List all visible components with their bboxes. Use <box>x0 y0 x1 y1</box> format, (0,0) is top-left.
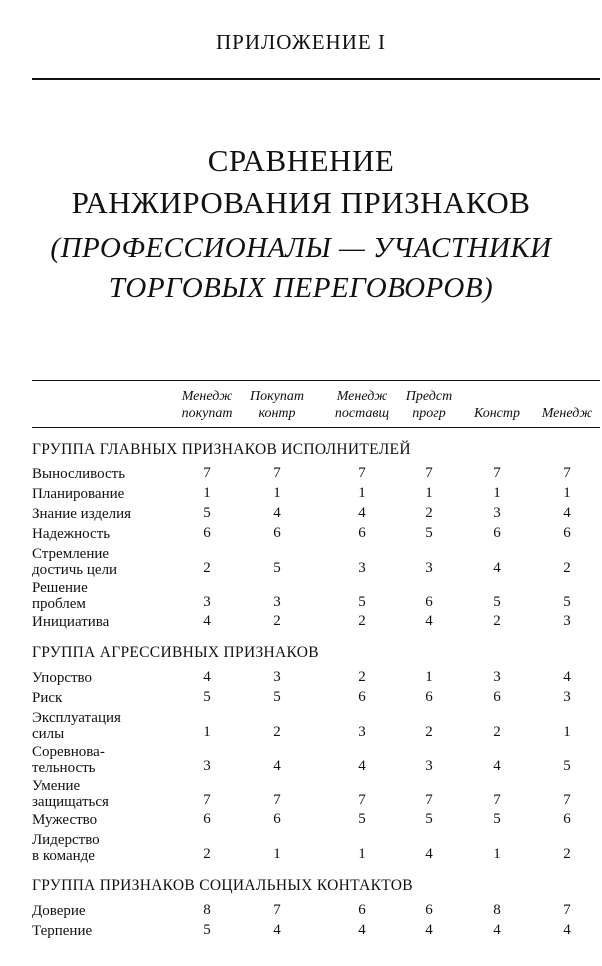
column-header <box>322 388 402 422</box>
row-label <box>32 812 97 828</box>
row-label <box>32 506 131 522</box>
table-cell: 3 <box>273 669 281 685</box>
page-subtitle <box>0 228 602 308</box>
row-label-line: достичь цели <box>32 562 118 578</box>
table-cell: 3 <box>493 505 501 521</box>
row-label-line: Стремление <box>32 546 110 562</box>
table-cell: 2 <box>563 560 571 576</box>
table-cell: 3 <box>563 613 571 629</box>
row-label-line: Доверие <box>32 903 86 919</box>
table-cell: 1 <box>203 485 211 501</box>
table-cell: 5 <box>203 689 211 705</box>
table-cell: 4 <box>203 613 211 629</box>
title-line-1: СРАВНЕНИЕ <box>207 143 395 178</box>
table-cell: 5 <box>273 560 281 576</box>
table-cell: 6 <box>203 525 211 541</box>
row-label-line: Упорство <box>32 670 93 686</box>
row-label-line: защищаться <box>32 794 109 810</box>
column-header-line: Менедж <box>181 389 233 404</box>
row-label <box>32 466 125 482</box>
column-header <box>532 405 602 422</box>
row-label <box>32 710 121 742</box>
table-cell: 2 <box>493 724 501 740</box>
row-label-line: Лидерство <box>32 832 100 848</box>
table-cell: 5 <box>493 811 501 827</box>
row-label <box>32 526 110 542</box>
table-cell: 5 <box>203 922 211 938</box>
row-label-line: в команде <box>32 848 95 864</box>
row-label-line: Риск <box>32 690 63 706</box>
column-header <box>462 405 532 422</box>
table-cell: 6 <box>493 689 501 705</box>
table-cell: 7 <box>358 465 366 481</box>
table-cell: 2 <box>563 846 571 862</box>
table-top-rule <box>32 380 600 381</box>
table-cell: 7 <box>273 792 281 808</box>
row-label <box>32 744 105 776</box>
table-cell: 1 <box>493 846 501 862</box>
row-label-line: Знание изделия <box>32 506 132 522</box>
table-cell: 4 <box>273 505 281 521</box>
table-cell: 1 <box>273 846 281 862</box>
table-cell: 5 <box>425 811 433 827</box>
group-title: ГРУППА ГЛАВНЫХ ПРИЗНАКОВ ИСПОЛНИТЕЛЕЙ <box>32 441 411 458</box>
table-cell: 4 <box>563 922 571 938</box>
table-cell: 6 <box>203 811 211 827</box>
table-cell: 4 <box>425 922 433 938</box>
row-label-line: Инициатива <box>32 614 110 630</box>
table-cell: 4 <box>358 758 366 774</box>
table-cell: 5 <box>425 525 433 541</box>
group-title: ГРУППА АГРЕССИВНЫХ ПРИЗНАКОВ <box>32 644 319 661</box>
table-cell: 6 <box>493 525 501 541</box>
row-label-line: Планирование <box>32 486 125 502</box>
table-cell: 1 <box>563 724 571 740</box>
table-cell: 1 <box>425 669 433 685</box>
row-label <box>32 778 109 810</box>
table-cell: 4 <box>563 669 571 685</box>
table-cell: 4 <box>203 669 211 685</box>
column-header-line: Констр <box>473 406 521 421</box>
appendix-label: ПРИЛОЖЕНИЕ I <box>216 30 386 54</box>
column-header-line: Покупат <box>250 389 304 404</box>
table-cell: 2 <box>358 669 366 685</box>
table-cell: 4 <box>425 613 433 629</box>
table-cell: 4 <box>273 758 281 774</box>
row-label-line: силы <box>32 726 65 742</box>
table-cell: 6 <box>425 689 433 705</box>
table-cell: 4 <box>425 846 433 862</box>
top-rule <box>32 78 600 80</box>
row-label-line: проблем <box>32 596 86 612</box>
column-header-line: контр <box>258 406 296 421</box>
table-cell: 5 <box>203 505 211 521</box>
table-cell: 1 <box>493 485 501 501</box>
table-cell: 7 <box>563 902 571 918</box>
table-cell: 4 <box>493 922 501 938</box>
row-label <box>32 486 124 502</box>
column-header-line: покупат <box>181 406 233 421</box>
table-cell: 6 <box>358 525 366 541</box>
column-header-line: Менедж <box>541 406 593 421</box>
subtitle-line-1: (ПРОФЕССИОНАЛЫ — УЧАСТНИКИ <box>50 232 552 264</box>
table-cell: 5 <box>358 811 366 827</box>
table-cell: 4 <box>358 922 366 938</box>
table-cell: 2 <box>358 613 366 629</box>
table-cell: 3 <box>273 594 281 610</box>
table-cell: 2 <box>273 613 281 629</box>
table-cell: 7 <box>203 465 211 481</box>
row-label <box>32 580 88 612</box>
table-cell: 6 <box>358 902 366 918</box>
column-header <box>242 388 312 422</box>
row-label-line: Терпение <box>32 923 93 939</box>
table-cell: 7 <box>563 465 571 481</box>
row-label <box>32 923 92 939</box>
table-cell: 5 <box>273 689 281 705</box>
table-cell: 3 <box>425 560 433 576</box>
table-cell: 5 <box>493 594 501 610</box>
table-cell: 6 <box>425 902 433 918</box>
table-cell: 2 <box>425 505 433 521</box>
row-label-line: Решение <box>32 580 88 596</box>
column-header <box>399 388 459 422</box>
page-title <box>0 140 602 224</box>
row-label-line: Эксплуатация <box>32 710 121 726</box>
column-header-line: Менедж <box>336 389 388 404</box>
table-cell: 6 <box>273 811 281 827</box>
table-cell: 5 <box>563 758 571 774</box>
column-header-line: прогр <box>412 406 446 421</box>
row-label-line: Мужество <box>32 812 98 828</box>
table-cell: 7 <box>563 792 571 808</box>
table-cell: 4 <box>273 922 281 938</box>
table-cell: 4 <box>493 758 501 774</box>
table-cell: 7 <box>358 792 366 808</box>
table-cell: 5 <box>358 594 366 610</box>
table-cell: 6 <box>563 525 571 541</box>
table-cell: 7 <box>493 792 501 808</box>
row-label <box>32 670 92 686</box>
table-cell: 5 <box>563 594 571 610</box>
row-label <box>32 614 109 630</box>
table-cell: 4 <box>563 505 571 521</box>
table-cell: 1 <box>273 485 281 501</box>
table-cell: 7 <box>425 465 433 481</box>
row-label <box>32 903 86 919</box>
table-header-rule <box>32 427 600 428</box>
table-cell: 3 <box>203 594 211 610</box>
table-cell: 3 <box>425 758 433 774</box>
table-cell: 7 <box>273 465 281 481</box>
table-cell: 8 <box>203 902 211 918</box>
column-header <box>168 388 246 422</box>
table-cell: 1 <box>358 846 366 862</box>
row-label <box>32 832 100 864</box>
row-label <box>32 546 117 578</box>
table-cell: 7 <box>203 792 211 808</box>
table-cell: 1 <box>425 485 433 501</box>
table-cell: 6 <box>358 689 366 705</box>
row-label-line: Выносливость <box>32 466 126 482</box>
table-cell: 3 <box>358 724 366 740</box>
table-cell: 1 <box>203 724 211 740</box>
row-label-line: тельность <box>32 760 96 776</box>
table-cell: 2 <box>203 560 211 576</box>
table-cell: 4 <box>358 505 366 521</box>
title-line-2: РАНЖИРОВАНИЯ ПРИЗНАКОВ <box>71 185 531 220</box>
row-label-line: Умение <box>32 778 81 794</box>
column-header-line: Предст <box>405 389 453 404</box>
table-cell: 2 <box>425 724 433 740</box>
table-cell: 2 <box>203 846 211 862</box>
table-cell: 7 <box>273 902 281 918</box>
table-cell: 8 <box>493 902 501 918</box>
subtitle-line-2: ТОРГОВЫХ ПЕРЕГОВОРОВ) <box>108 272 494 304</box>
group-title: ГРУППА ПРИЗНАКОВ СОЦИАЛЬНЫХ КОНТАКТОВ <box>32 877 413 894</box>
row-label-line: Надежность <box>32 526 111 542</box>
table-cell: 6 <box>273 525 281 541</box>
row-label <box>32 690 62 706</box>
table-cell: 3 <box>203 758 211 774</box>
table-cell: 1 <box>358 485 366 501</box>
table-cell: 7 <box>493 465 501 481</box>
column-header-line: поставщ <box>334 406 390 421</box>
table-cell: 3 <box>493 669 501 685</box>
table-cell: 6 <box>425 594 433 610</box>
table-cell: 2 <box>493 613 501 629</box>
table-cell: 4 <box>493 560 501 576</box>
table-cell: 6 <box>563 811 571 827</box>
table-cell: 1 <box>563 485 571 501</box>
table-cell: 3 <box>563 689 571 705</box>
row-label-line: Соревнова- <box>32 744 105 760</box>
table-cell: 2 <box>273 724 281 740</box>
table-cell: 3 <box>358 560 366 576</box>
table-cell: 7 <box>425 792 433 808</box>
